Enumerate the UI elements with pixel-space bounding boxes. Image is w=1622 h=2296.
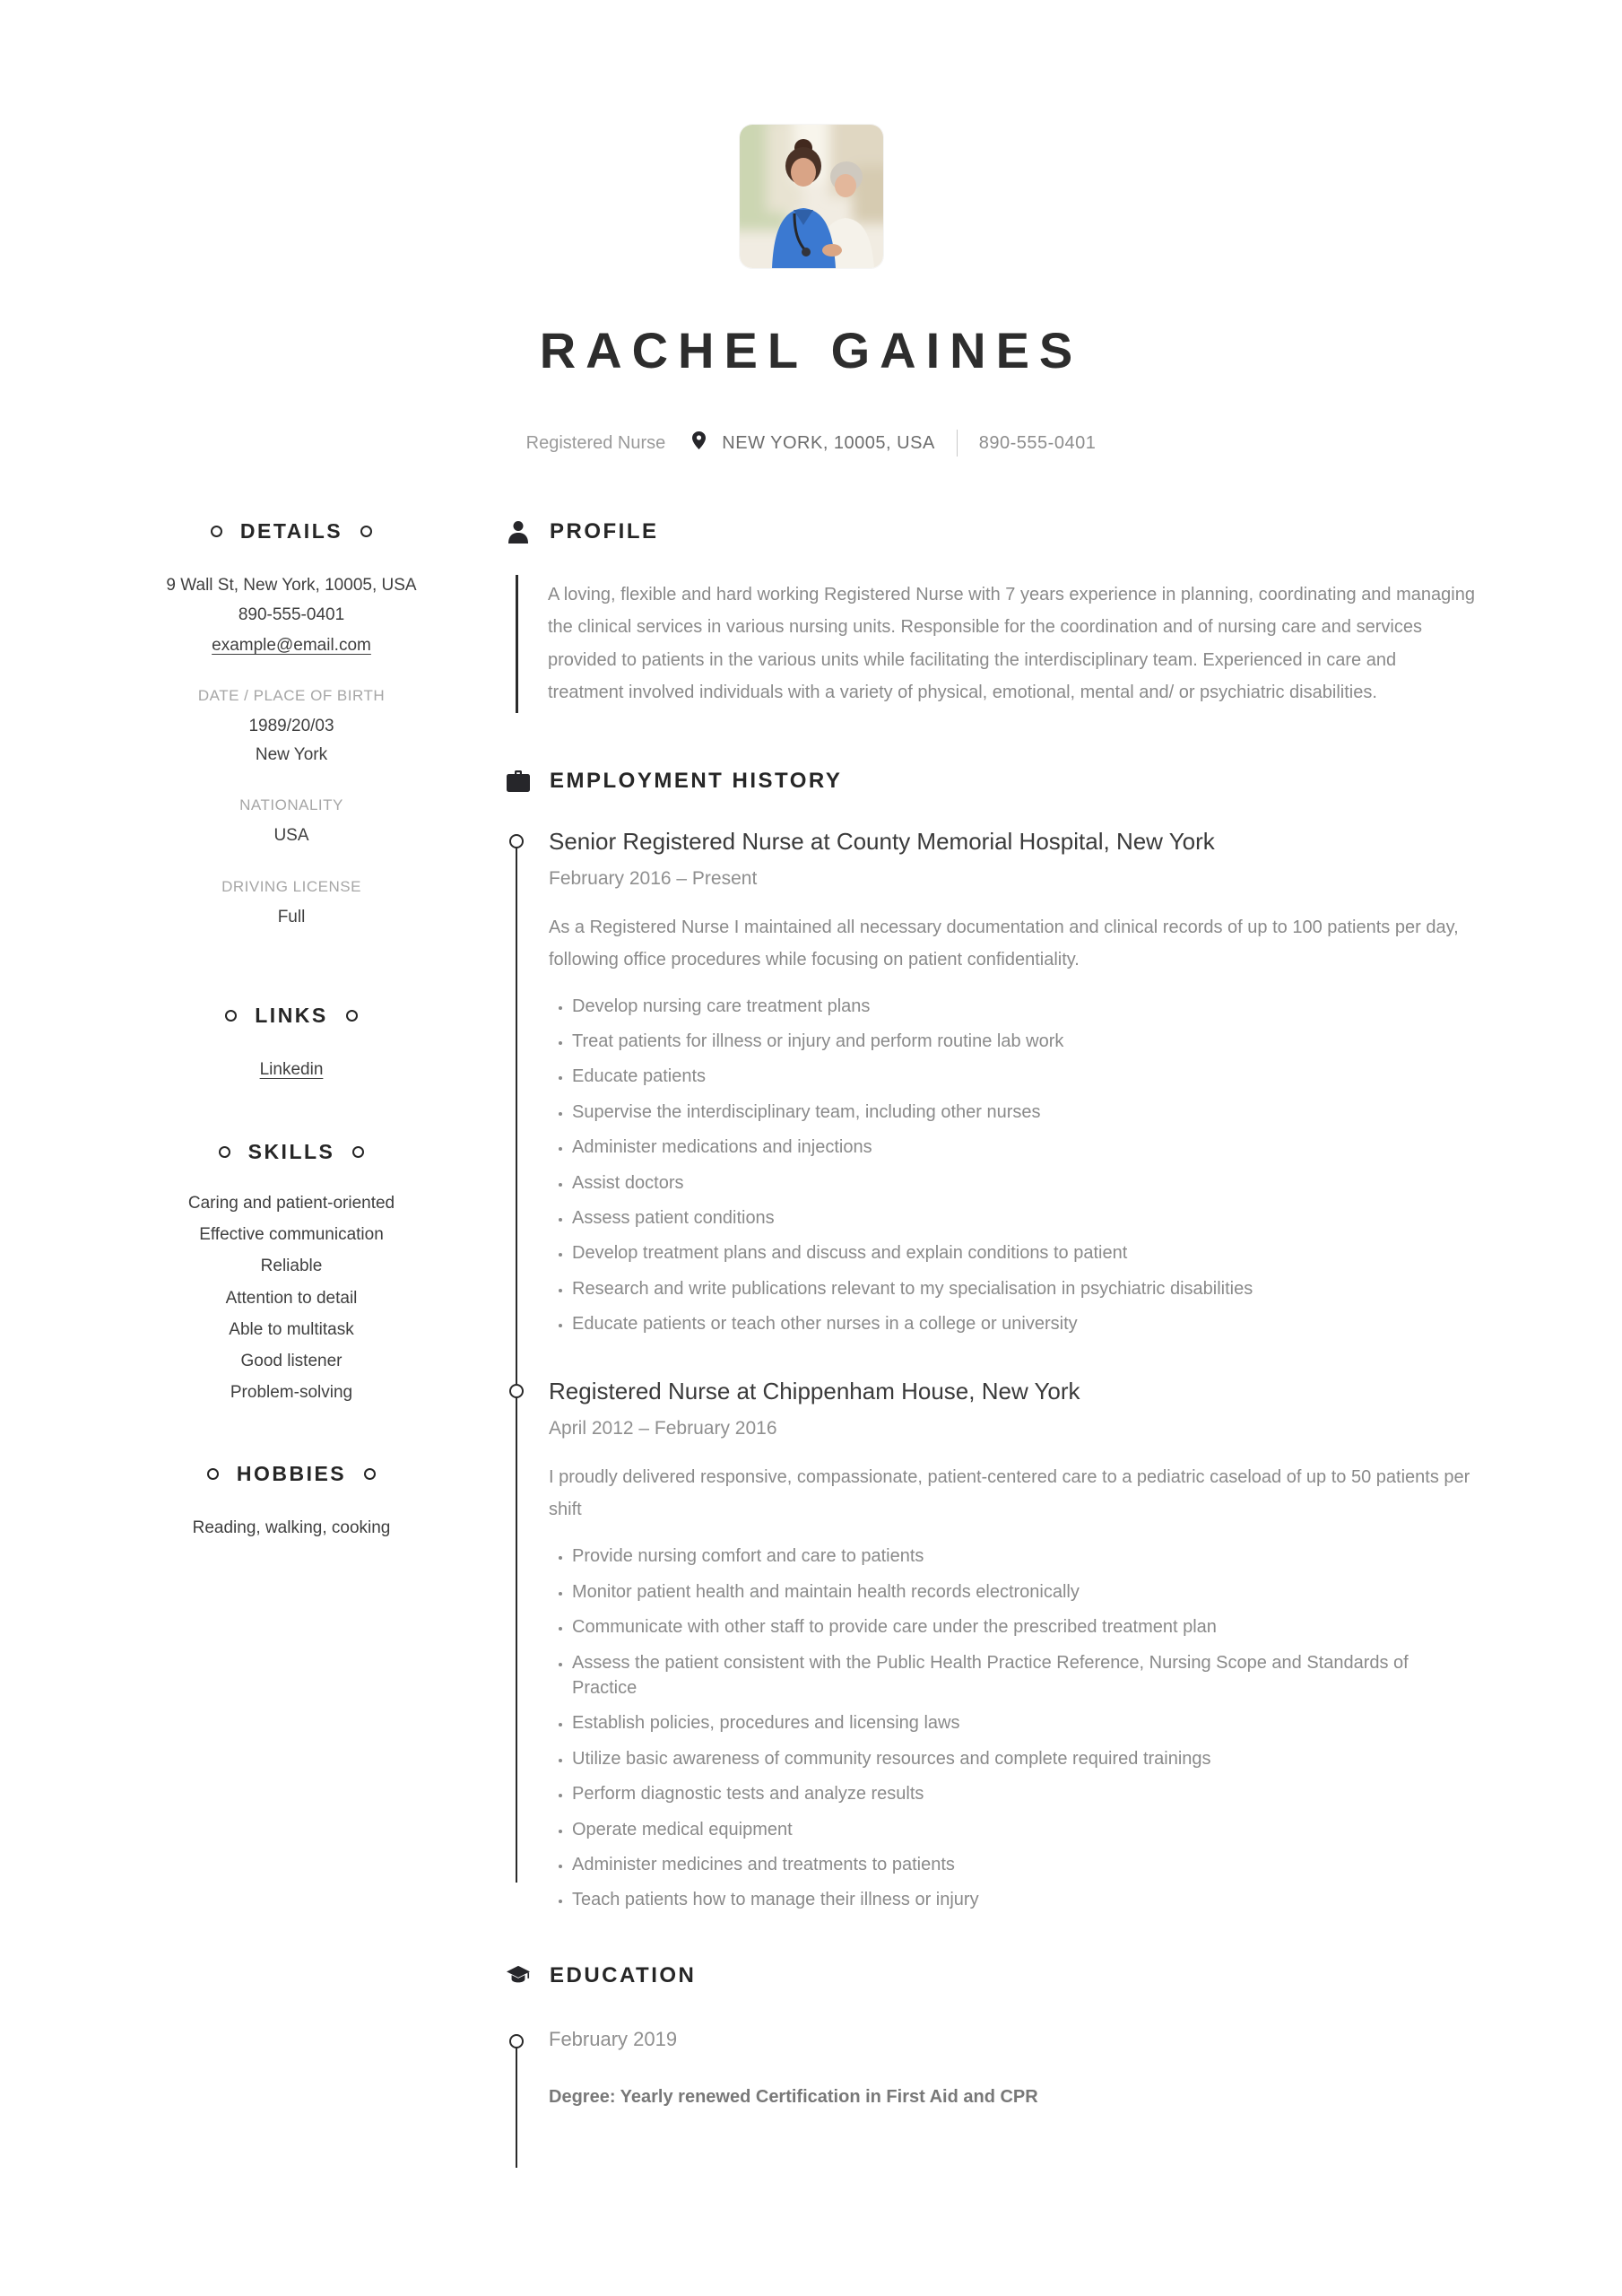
profile-photo-illustration [740, 125, 883, 268]
person-icon [507, 520, 530, 544]
job-bullet-item: • Treat patients for illness or injury and perform routine lab work [572, 1029, 1478, 1054]
hobbies-text: Reading, walking, cooking [192, 1518, 391, 1538]
phone-line: 890-555-0401 [238, 605, 345, 625]
email-link[interactable]: example@email.com [212, 635, 371, 655]
candidate-job-title: Registered Nurse [525, 432, 666, 453]
skill-item: Effective communication [199, 1225, 384, 1245]
birth-group [85, 687, 498, 770]
skill-item: Attention to detail [225, 1288, 358, 1308]
candidate-location: NEW YORK, 10005, USA [722, 432, 935, 453]
education-period: February 2019 [549, 2027, 678, 2050]
timeline-line [516, 2040, 517, 2168]
address-line: 9 Wall St, New York, 10005, USA [166, 576, 417, 595]
job-bullet-item: • Operate medical equipment [572, 1817, 1478, 1842]
job-title: Registered Nurse at Chippenham House, New York [549, 1378, 1080, 1405]
header-subtitle [0, 430, 1622, 457]
job-bullet-item: • Communicate with other staff to provide care under the prescribed treatment plan [572, 1614, 1478, 1639]
briefcase-icon [507, 770, 530, 792]
ring-circle-icon [225, 1010, 237, 1022]
skill-item: Able to multitask [229, 1319, 354, 1339]
job-entry [507, 828, 1522, 1337]
job-bullet-item: • Research and write publications relevant to my specialisation in psychiatric disabilities [572, 1276, 1478, 1301]
job-summary: As a Registered Nurse I maintained all necessary documentation and clinical records of up to 100 patients per day, following office procedures while focusing on patient confidentiality. [549, 917, 1459, 970]
job-bullet-item: • Establish policies, procedures and licensing laws [572, 1710, 1478, 1735]
candidate-phone: 890-555-0401 [978, 432, 1097, 453]
job-bullet-item: • Educate patients [572, 1064, 1478, 1089]
details-heading-label: DETAILS [239, 519, 343, 543]
nationality-label: NATIONALITY [239, 796, 343, 814]
job-bullet-item: • Provide nursing comfort and care to patients [572, 1544, 1478, 1569]
skill-item: Problem-solving [230, 1383, 353, 1403]
location-pin-icon [692, 431, 706, 455]
ring-circle-icon [346, 1010, 358, 1022]
education-section-head [507, 1963, 1522, 1988]
ring-circle-icon [207, 1468, 219, 1480]
content-columns [0, 519, 1622, 2108]
ring-circle-icon [219, 1146, 230, 1158]
linkedin-link[interactable]: Linkedin [259, 1059, 324, 1079]
ring-circle-icon [360, 526, 372, 537]
sidebar [85, 519, 498, 2108]
graduation-cap-icon [507, 1965, 530, 1987]
driving-license-value: Full [277, 907, 306, 926]
job-bullet-list [549, 1544, 1478, 1912]
details-heading [85, 519, 498, 544]
job-bullet-item: • Administer medications and injections [572, 1135, 1478, 1160]
job-entry [507, 1378, 1522, 1912]
job-bullet-item: • Supervise the interdisciplinary team, including other nurses [572, 1100, 1478, 1125]
job-bullet-item: • Monitor patient health and maintain health records electronically [572, 1579, 1478, 1605]
profile-section-head [507, 519, 1522, 544]
links-heading [85, 1004, 498, 1028]
education-degree: Degree: Yearly renewed Certification in First Aid and CPR [549, 2086, 1038, 2107]
timeline-dot-icon [509, 1384, 524, 1398]
job-bullet-list [549, 994, 1478, 1337]
driving-license-group [85, 878, 498, 932]
profile-text: A loving, flexible and hard working Registered Nurse with 7 years experience in planning, coordinating and managing the clinical services in various nursing units. Responsible for the coordination and of nursing care and services provided to patients in the various units while facilitating the interdisciplinary team. Experienced in care and treatment involved individuals with a variety of physical, emotional, mental and/ or psychiatric disabilities. [516, 575, 1476, 713]
employment-section-head [507, 769, 1522, 794]
job-bullet-item: • Teach patients how to manage their illness or injury [572, 1887, 1478, 1912]
birth-label: DATE / PLACE OF BIRTH [197, 686, 386, 704]
birth-date-value: 1989/20/03 [248, 716, 334, 735]
links-heading-label: LINKS [255, 1003, 328, 1027]
skills-heading-label: SKILLS [247, 1140, 335, 1164]
skills-list [85, 1187, 498, 1408]
job-bullet-item: • Assess the patient consistent with the Public Health Practice Reference, Nursing Scope and Standards of Practice [572, 1650, 1478, 1701]
job-bullet-item: • Develop nursing care treatment plans [572, 994, 1478, 1019]
job-bullet-item: • Educate patients or teach other nurses in a college or university [572, 1311, 1478, 1336]
header [0, 0, 1622, 457]
skill-item: Caring and patient-oriented [187, 1194, 395, 1213]
job-bullet-item: • Perform diagnostic tests and analyze results [572, 1781, 1478, 1806]
timeline-dot-icon [509, 834, 524, 848]
timeline-dot-icon [509, 2034, 524, 2048]
job-bullet-item: • Assess patient conditions [572, 1205, 1478, 1231]
job-summary: I proudly delivered responsive, compassionate, patient-centered care to a pediatric caseload of up to 50 patients per shift [549, 1467, 1470, 1520]
hobbies-heading [85, 1462, 498, 1486]
job-bullet-item: • Utilize basic awareness of community resources and complete required trainings [572, 1746, 1478, 1771]
employment-section-title: EMPLOYMENT HISTORY [550, 768, 843, 793]
profile-section-title: PROFILE [550, 519, 659, 544]
job-period: February 2016 – Present [549, 867, 758, 889]
nationality-group [85, 796, 498, 850]
job-bullet-item: • Administer medicines and treatments to patients [572, 1852, 1478, 1877]
driving-license-label: DRIVING LICENSE [221, 877, 361, 895]
job-period: April 2012 – February 2016 [549, 1418, 777, 1439]
birth-place-value: New York [255, 745, 328, 765]
skill-item: Reliable [260, 1257, 323, 1276]
ring-circle-icon [211, 526, 222, 537]
education-entry [507, 2028, 1522, 2108]
main-column [507, 519, 1522, 2108]
links-list [85, 1055, 498, 1084]
details-contact-block [85, 570, 498, 660]
nationality-value: USA [273, 826, 309, 846]
candidate-name: RACHEL GAINES [539, 322, 1083, 378]
subtitle-divider [957, 430, 958, 457]
job-title: Senior Registered Nurse at County Memorial Hospital, New York [549, 827, 1215, 855]
skills-heading [85, 1140, 498, 1164]
profile-photo [740, 125, 883, 268]
skill-item: Good listener [240, 1351, 343, 1370]
employment-timeline [507, 828, 1522, 1913]
hobbies-heading-label: HOBBIES [236, 1462, 347, 1486]
job-bullet-item: • Assist doctors [572, 1170, 1478, 1196]
ring-circle-icon [352, 1146, 364, 1158]
job-bullet-item: • Develop treatment plans and discuss and explain conditions to patient [572, 1240, 1478, 1265]
education-section-title: EDUCATION [550, 1962, 697, 1987]
ring-circle-icon [364, 1468, 376, 1480]
